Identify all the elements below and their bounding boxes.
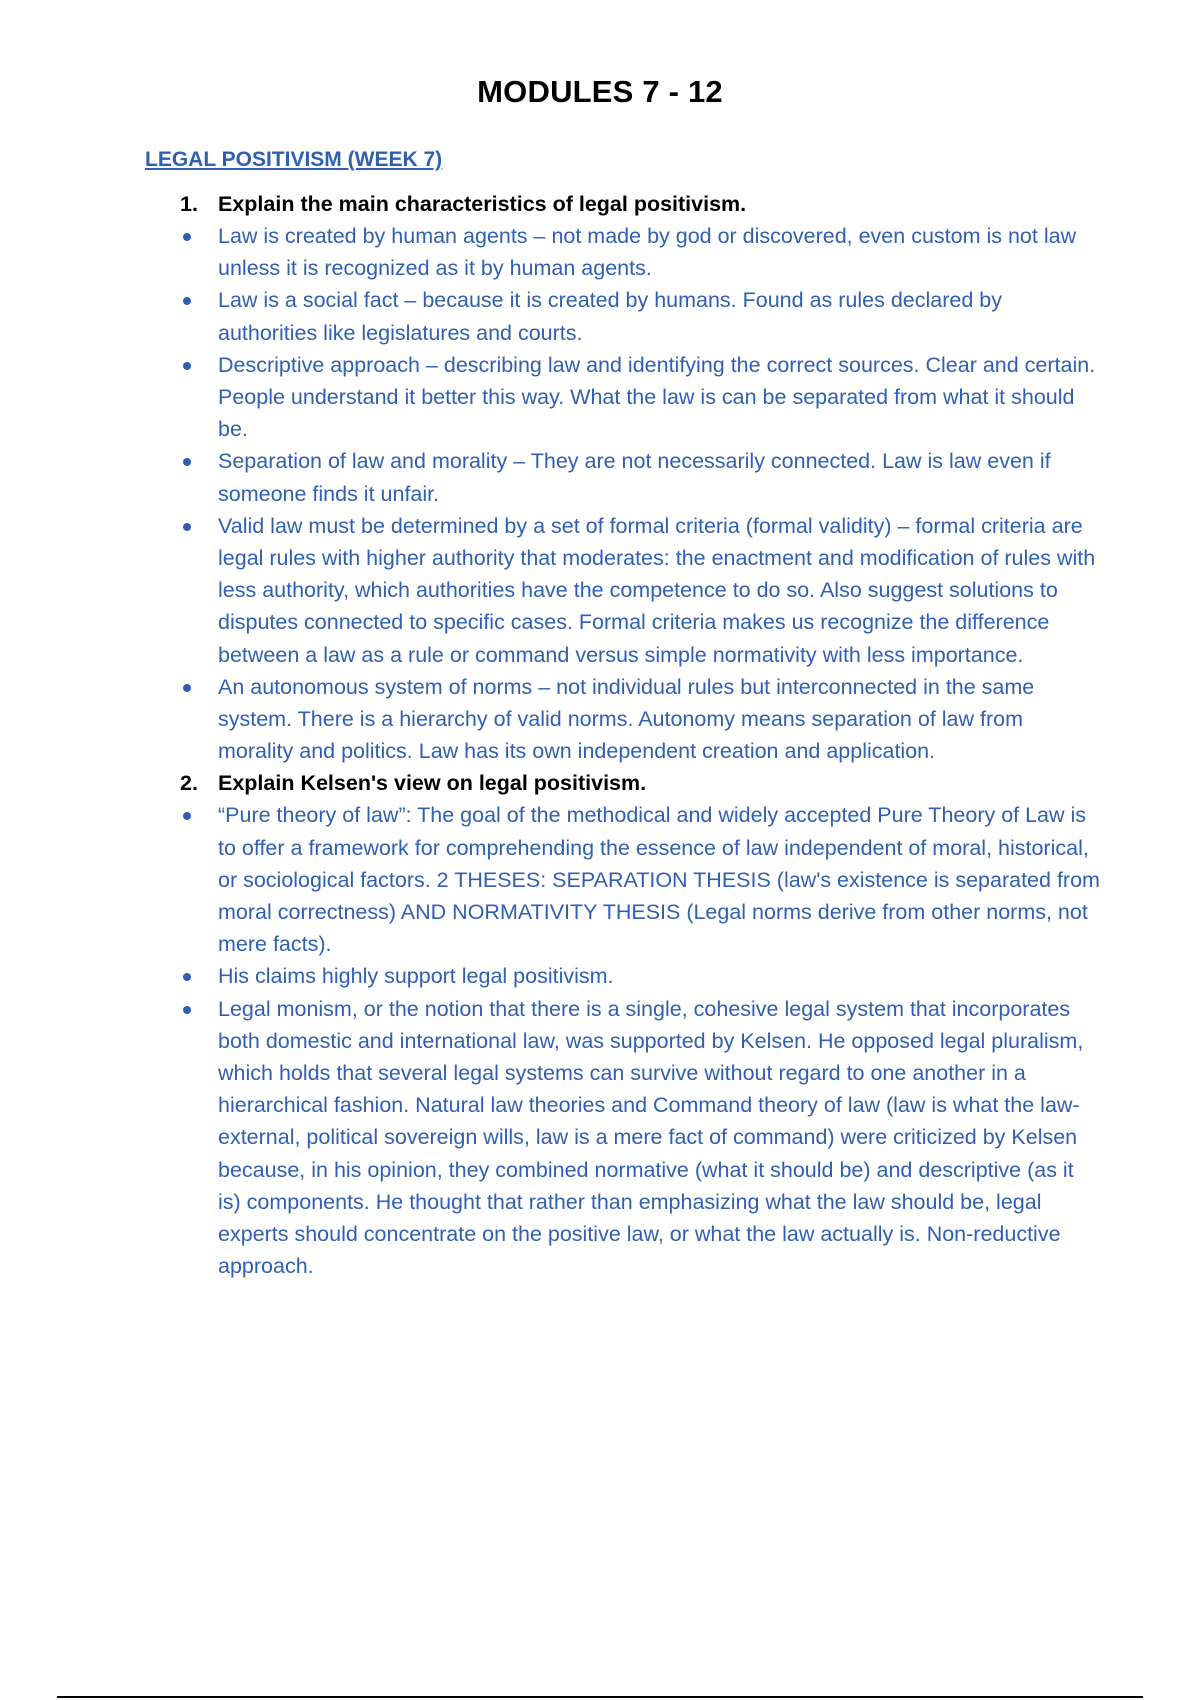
bullet-text: Valid law must be determined by a set of formal criteria (formal validity) – formal criteria are legal rules with higher authority that moderates: the enactment and modification of rules with less authority, which authorities have the competence to do so. Also suggest solutions to disputes connected to specific cases. Formal criteria makes us recognize the difference between a law as a rule or command versus simple normativity with less importance.: [218, 513, 1096, 667]
question-text: Explain Kelsen's view on legal positivism.: [218, 771, 647, 796]
bullet-text: An autonomous system of norms – not individual rules but interconnected in the same system. There is a hierarchy of valid norms. Autonomy means separation of law from morality and politics. Law has its own independent creation and application.: [218, 674, 1035, 764]
page-title: MODULES 7 - 12: [477, 74, 723, 109]
list-item: [180, 993, 1100, 1283]
bullet-text: Descriptive approach – describing law and identifying the correct sources. Clear and certain. People understand it better this way. What the law is can be separated from what it should be.: [218, 352, 1096, 442]
bullet-icon: [183, 297, 191, 305]
bullet-icon: [183, 973, 191, 981]
bullet-icon: [183, 812, 191, 820]
bullet-text: His claims highly support legal positivism.: [218, 964, 614, 989]
list-item: [180, 799, 1100, 960]
section-content: [180, 188, 1100, 1283]
bullet-icon: [183, 362, 191, 370]
bullet-text: Law is a social fact – because it is created by humans. Found as rules declared by authorities like legislatures and courts.: [218, 288, 1002, 345]
bullet-icon: [183, 1006, 191, 1014]
bullet-text: Separation of law and morality – They are not necessarily connected. Law is law even if someone finds it unfair.: [218, 449, 1051, 506]
page-bottom-divider: [57, 1696, 1143, 1698]
bullet-icon: [183, 233, 191, 241]
list-item: [180, 220, 1100, 284]
question-2: [180, 767, 1100, 799]
bullet-icon: [183, 458, 191, 466]
list-item: [180, 510, 1100, 671]
question-text: Explain the main characteristics of legal positivism.: [218, 192, 747, 216]
question-number: 1.: [180, 192, 198, 216]
question-number: 2.: [180, 771, 198, 796]
bullet-text: Law is created by human agents – not made by god or discovered, even custom is not law unless it is recognized as it by human agents.: [218, 224, 1077, 281]
bullet-icon: [183, 684, 191, 692]
list-item: [180, 284, 1100, 348]
list-item: [180, 445, 1100, 509]
section-heading-link[interactable]: LEGAL POSITIVISM (WEEK 7): [145, 148, 443, 171]
bullet-text: Legal monism, or the notion that there is a single, cohesive legal system that incorporates both domestic and international law, was supported by Kelsen. He opposed legal pluralism, which holds that several legal systems can survive without regard to one another in a hierarchical fashion. Natural law theories and Command theory of law (law is what the law-external, political sovereign wills, law is a mere fact of command) were criticized by Kelsen because, in his opinion, they combined normative (what it should be) and descriptive (as it is) components. He thought that rather than emphasizing what the law should be, legal experts should concentrate on the positive law, or what the law actually is. Non-reductive approach.: [218, 996, 1084, 1279]
question-1: [180, 188, 1100, 220]
bullet-icon: [183, 523, 191, 531]
list-item: [180, 349, 1100, 446]
list-item: [180, 671, 1100, 768]
list-item: [180, 960, 1100, 992]
bullet-text: “Pure theory of law”: The goal of the methodical and widely accepted Pure Theory of Law is to offer a framework for comprehending the essence of law independent of moral, historical, or sociological factors. 2 THESES: SEPARATION THESIS (law's existence is separated from moral correctness) AND NORMATIVITY THESIS (Legal norms derive from other norms, not mere facts).: [218, 803, 1100, 957]
